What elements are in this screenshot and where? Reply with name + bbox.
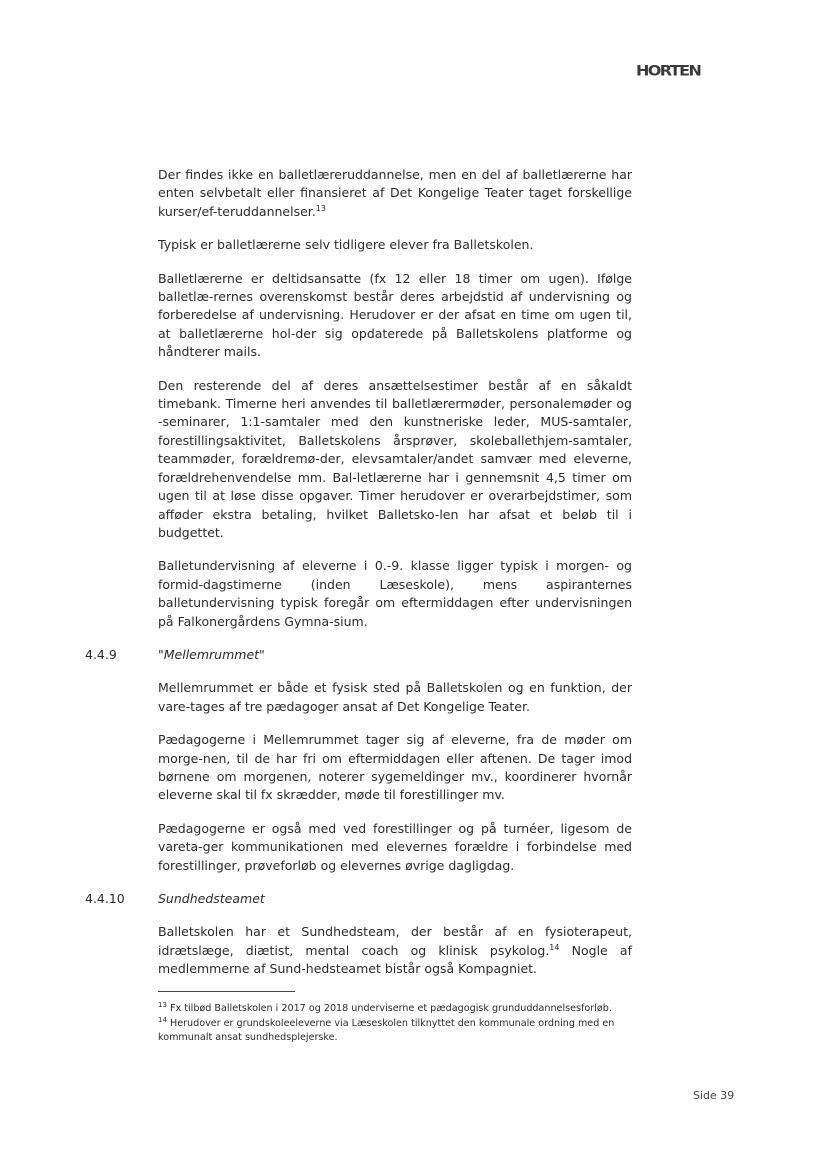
paragraph: Typisk er balletlærerne selv tidligere elever fra Balletskolen. [158, 237, 534, 253]
horten-logo: HORTEN [636, 61, 701, 80]
paragraph: Den resterende del af deres ansættelsestimer består af en såkaldt timebank. Timerne heri anvendes til balletlærermøder, personalemøder og -seminarer, 1:1-samtaler med den kunstneriske leder, MUS-samtaler, forestillingsaktivitet, Balletskolens årsprøver, skoleballethjem-samtaler, teammøder, forældremø-der, elevsamtaler/andet samvær med eleverne, forældrehenvendelse mm. Bal-letlærerne har i gennemsnit 4,5 timer om ugen til at løse disse opgaver. Timer herudover er overarbejdstimer, som afføder ekstra betaling, hvilket Balletsko-len har afsat et beløb til i budgettet. [158, 377, 632, 540]
section-number: 4.4.9 [85, 646, 117, 662]
footnote-ref: 14 [549, 942, 560, 952]
page-number: Side 39 [693, 1089, 735, 1102]
footnote-number: 13 [158, 1000, 167, 1009]
document-body [85, 166, 632, 979]
paragraph-text: Nogle af medlemmerne af Sund-hedsteamet bistår også Kompagniet. [158, 942, 632, 977]
footnote-text: Herudover er grundskoleeleverne via Læseskolen tilknyttet den kommunale ordning med en kommunalt ansat sundhedsplejerske. [158, 1017, 615, 1043]
paragraph-text: Balletskolen har et Sundhedsteam, der består af en fysioterapeut, idrætslæge, diætist, mental coach og klinisk psykolog. [158, 924, 632, 958]
section-number: 4.4.10 [85, 891, 125, 906]
paragraph: Balletlærerne er deltidsansatte (fx 12 eller 18 timer om ugen). Ifølge balletlæ-rernes overenskomst består deres arbejdstid af undervisning og forberedelse af undervisning. Herudover er der afsat en time om ugen til, at balletlærerne hol-der sig opdaterede på Balletskolens platforme og håndterer mails. [158, 270, 632, 360]
paragraph-text: Der findes ikke en balletlæreruddannelse, men en del af balletlærerne har enten selvbetalt eller finansieret af Det Kongelige Teater taget forskellige kurser/ef-teruddannelser. [158, 167, 632, 219]
section-heading [85, 646, 632, 664]
section-heading [85, 890, 632, 908]
paragraph: Balletundervisning af eleverne i 0.-9. klasse ligger typisk i morgen- og formid-dagstimerne (inden Læseskole), mens aspiranternes balletundervisning typisk foregår om eftermiddagen efter undervisningen på Falkonergårdens Gymna-sium. [158, 558, 632, 629]
paragraph: Pædagogerne i Mellemrummet tager sig af eleverne, fra de møder om morge-nen, til de har fri om eftermiddagen eller aftenen. De tager imod børnene om morgenen, noterer sygemeldinger mv., koordinerer hvornår eleverne skal til fx skrædder, møde til forestillinger mv. [158, 732, 632, 803]
paragraph: Mellemrummet er både et fysisk sted på Balletskolen og en funktion, der vare-tages af tre pædagoger ansat af Det Kongelige Teater. [158, 680, 632, 714]
paragraph [158, 923, 632, 978]
footnote-text: Fx tilbød Balletskolen i 2017 og 2018 underviserne et pædagogisk grunduddannelsesforløb. [169, 1003, 612, 1014]
footnote [158, 1017, 632, 1046]
paragraph: Pædagogerne er også med ved forestillinger og på turnéer, ligesom de vareta-ger kommunikationen med elevernes forældre i forbindelse med forestillinger, prøveforløb og elevernes øvrige dagligdag. [158, 820, 632, 873]
footnote-divider [158, 991, 295, 992]
paragraph [158, 166, 632, 221]
footnote-ref: 13 [315, 203, 326, 213]
footnote [158, 1002, 632, 1017]
footnotes [158, 1002, 632, 1046]
footnote-number: 14 [158, 1015, 167, 1024]
section-title: Sundhedsteamet [158, 891, 265, 906]
section-title: "Mellemrummet" [158, 646, 265, 662]
